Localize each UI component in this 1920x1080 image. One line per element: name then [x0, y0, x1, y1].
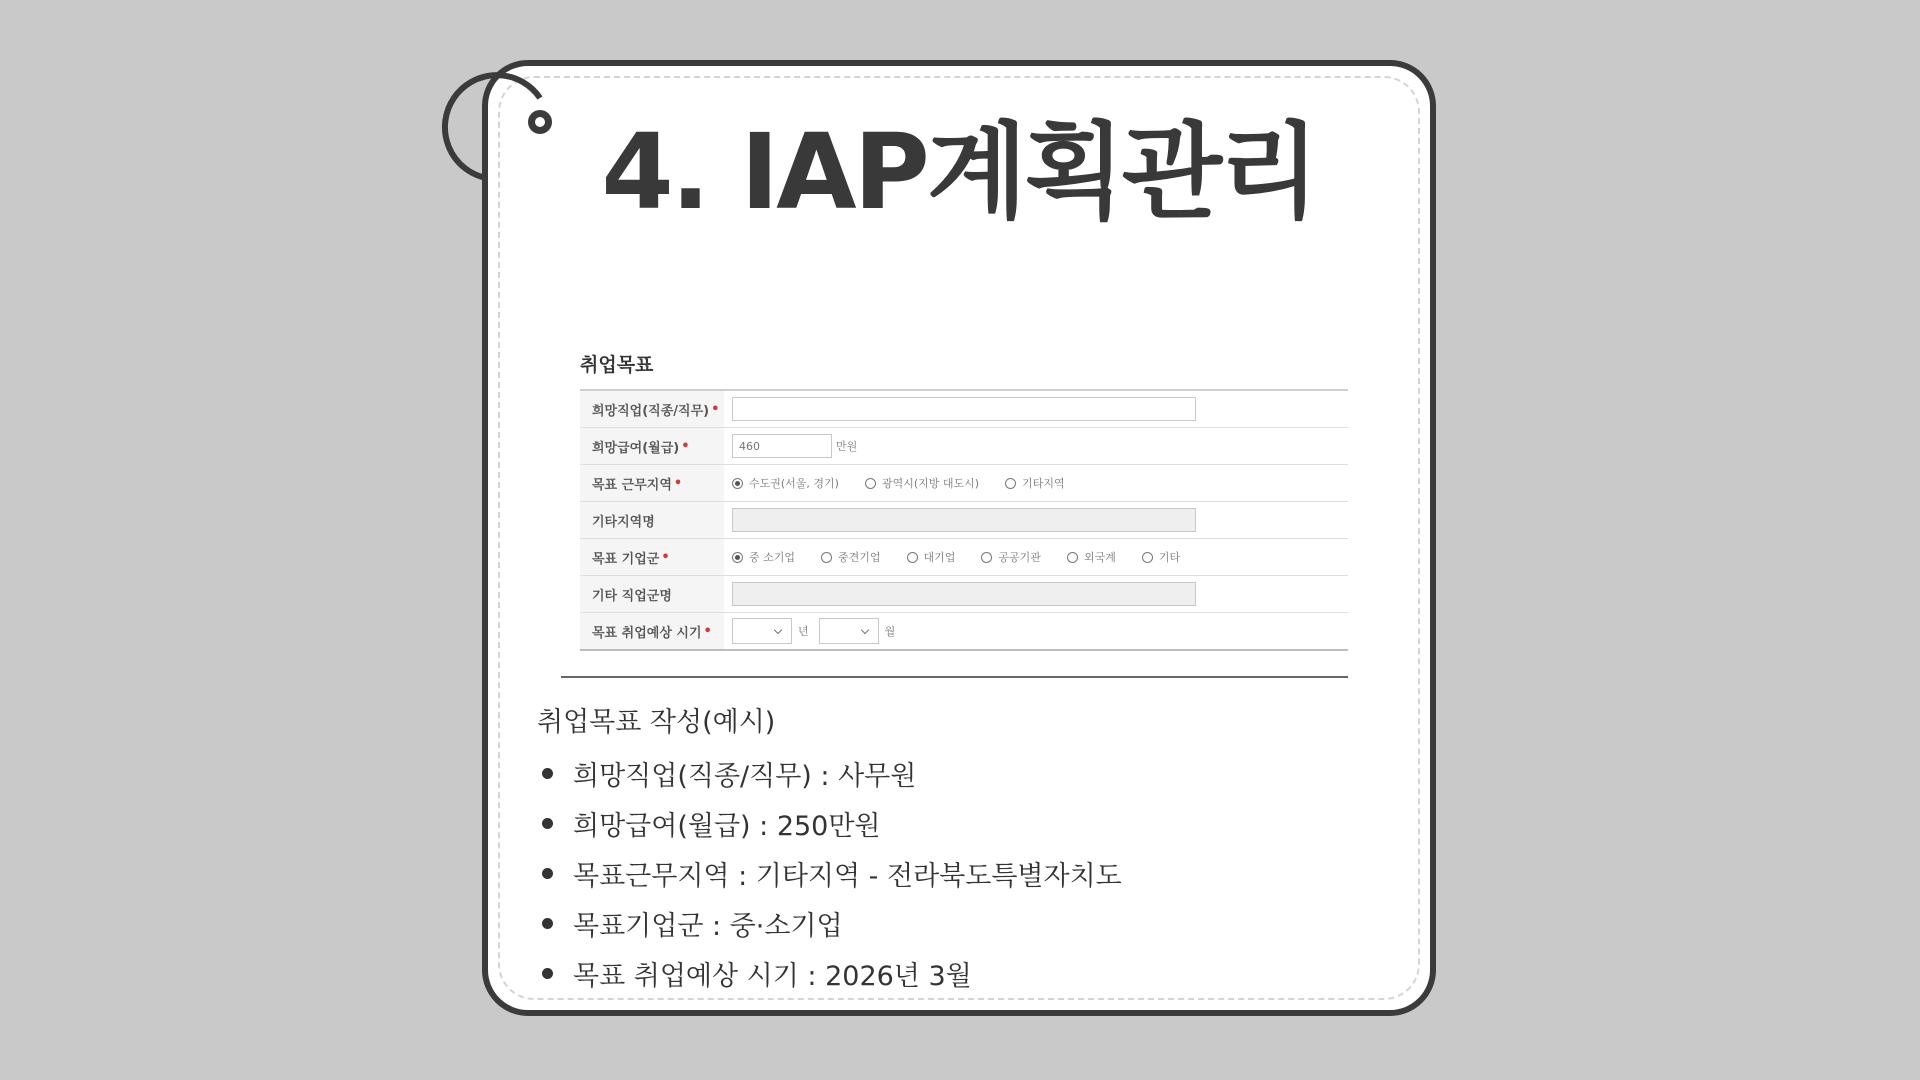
radio-region-capital[interactable]: 수도권(서울, 경기): [732, 475, 839, 491]
bullet-icon: [542, 868, 553, 879]
label-other-job-group: 기타 직업군명: [580, 576, 724, 612]
list-item: 희망직업(직종/직무) : 사무원: [537, 748, 1122, 798]
bullet-icon: [542, 918, 553, 929]
list-item: 목표근무지역 : 기타지역 - 전라북도특별자치도: [537, 848, 1122, 898]
label-company-group: 목표 기업군 •: [580, 539, 724, 575]
list-item: 목표기업군 : 중·소기업: [537, 898, 1122, 948]
radio-company-public[interactable]: 공공기관: [981, 549, 1041, 565]
desired-job-input[interactable]: [732, 397, 1196, 421]
example-title: 취업목표 작성(예시): [537, 707, 776, 738]
row-company-group: [580, 539, 1348, 576]
bullet-icon: [542, 818, 553, 829]
row-other-region: [580, 502, 1348, 539]
radio-checked-icon: [732, 478, 743, 489]
radio-company-sme[interactable]: 중 소기업: [732, 549, 795, 565]
radio-region-other[interactable]: 기타지역: [1005, 475, 1065, 491]
label-expected-timing: 목표 취업예상 시기 •: [580, 613, 724, 649]
bullet-icon: [542, 768, 553, 779]
radio-icon: [821, 552, 832, 563]
company-group-radio-group: [724, 549, 1348, 565]
radio-icon: [907, 552, 918, 563]
form-table: [580, 389, 1348, 651]
other-job-group-input[interactable]: [732, 582, 1196, 606]
radio-company-foreign[interactable]: 외국계: [1067, 549, 1116, 565]
other-region-input[interactable]: [732, 508, 1196, 532]
form-heading: 취업목표: [580, 354, 654, 376]
radio-checked-icon: [732, 552, 743, 563]
list-item: 희망급여(월급) : 250만원: [537, 798, 1122, 848]
radio-icon: [1142, 552, 1153, 563]
divider: [561, 676, 1348, 678]
radio-region-metro[interactable]: 광역시(지방 대도시): [865, 475, 979, 491]
desired-salary-input[interactable]: 460: [732, 434, 832, 458]
work-region-radio-group: [724, 475, 1348, 491]
row-desired-salary: [580, 428, 1348, 465]
row-work-region: [580, 465, 1348, 502]
radio-icon: [981, 552, 992, 563]
label-work-region: 목표 근무지역 •: [580, 465, 724, 501]
row-other-job-group: [580, 576, 1348, 613]
radio-icon: [865, 478, 876, 489]
radio-company-midsize[interactable]: 중견기업: [821, 549, 881, 565]
year-select[interactable]: [732, 618, 792, 644]
row-expected-timing: [580, 613, 1348, 649]
employment-goal-form: [580, 350, 1348, 651]
row-desired-job: [580, 391, 1348, 428]
list-item: 목표 취업예상 시기 : 2026년 3월: [537, 948, 1122, 998]
radio-icon: [1005, 478, 1016, 489]
bullet-icon: [542, 968, 553, 979]
year-unit: 년: [798, 625, 809, 638]
label-desired-salary: 희망급여(월급) •: [580, 428, 724, 464]
salary-unit: 만원: [836, 440, 858, 453]
label-desired-job: 희망직업(직종/직무) •: [580, 391, 724, 427]
label-other-region: 기타지역명: [580, 502, 724, 538]
radio-company-other[interactable]: 기타: [1142, 549, 1180, 565]
month-select[interactable]: [819, 618, 879, 644]
example-list: [537, 748, 1122, 998]
radio-icon: [1067, 552, 1078, 563]
radio-company-large[interactable]: 대기업: [907, 549, 956, 565]
month-unit: 월: [884, 625, 896, 638]
page-title: 4. IAP계획관리: [601, 111, 1317, 233]
